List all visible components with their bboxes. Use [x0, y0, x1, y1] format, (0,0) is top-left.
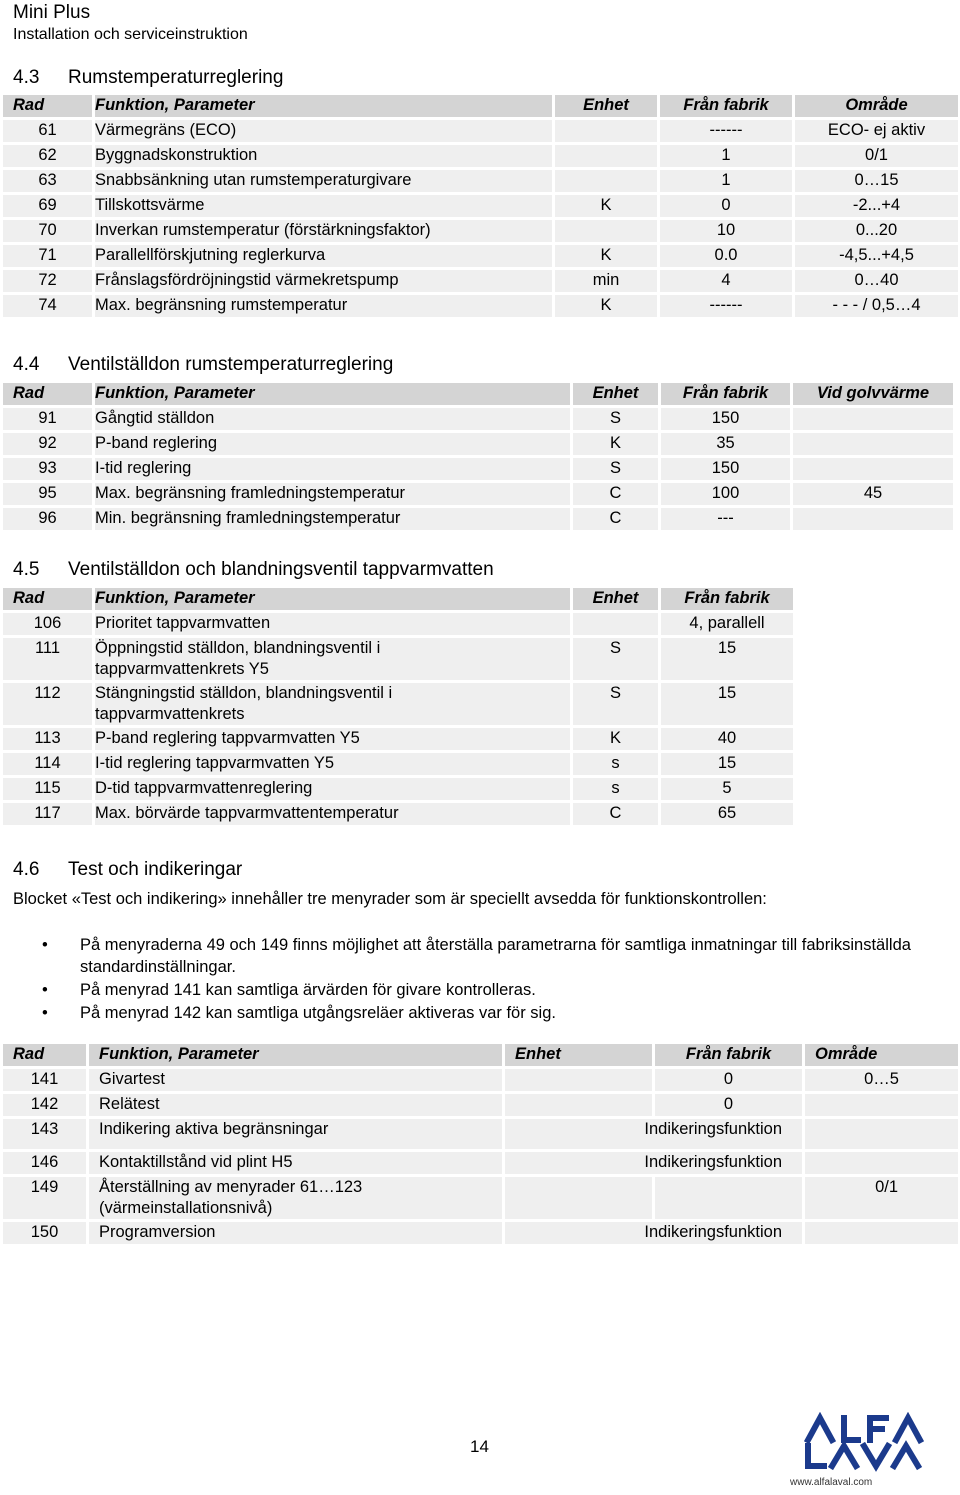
col-header-rad: Rad: [3, 383, 95, 405]
table-header-row: [3, 95, 958, 117]
table-row: 62 Byggnadskonstruktion 1 0/1: [3, 145, 958, 167]
table-row: 92 P-band reglering K 35: [3, 433, 953, 455]
table-4-5: [3, 585, 793, 828]
table-row: 61 Värmegräns (ECO) ------ ECO- ej aktiv: [3, 120, 958, 142]
table-row: 91 Gångtid ställdon S 150: [3, 408, 953, 430]
col-header-funktion: Funktion, Parameter: [95, 95, 555, 117]
doc-subtitle: Installation och serviceinstruktion: [13, 26, 248, 43]
table-row: 149 Återställning av menyrader 61…123 (värmeinstallationsnivå) 0/1: [3, 1177, 958, 1219]
table-row: 71 Parallellförskjutning reglerkurva K 0.0 -4,5...+4,5: [3, 245, 958, 267]
table-row: 106 Prioritet tappvarmvatten 4, parallell: [3, 613, 793, 635]
table-row: 146 Kontaktillstånd vid plint H5 Indikeringsfunktion: [3, 1152, 958, 1174]
col-header-omrade: Område: [805, 1044, 958, 1066]
table-row: 93 I-tid reglering S 150: [3, 458, 953, 480]
alfa-laval-logo-icon: [800, 1412, 930, 1472]
section-4-3-heading: 4.3 Rumstemperaturreglering: [13, 67, 284, 88]
table-row: 150 Programversion Indikeringsfunktion: [3, 1222, 958, 1244]
table-row: 141 Givartest 0 0…5: [3, 1069, 958, 1091]
table-row: 69 Tillskottsvärme K 0 -2...+4: [3, 195, 958, 217]
table-row: 74 Max. begränsning rumstemperatur K ------ - - - / 0,5…4: [3, 295, 958, 317]
col-header-fabrik: Från fabrik: [661, 588, 793, 610]
doc-title: Mini Plus: [13, 2, 91, 23]
list-item: • På menyrad 141 kan samtliga ärvärden för givare kontrolleras.: [42, 981, 536, 999]
list-item: • På menyraderna 49 och 149 finns möjlighet att återställa parametrarna för samtliga inmatningar till fabriksinställda standardinställningar.: [42, 936, 911, 976]
table-header-row: [3, 1044, 958, 1066]
col-header-rad: Rad: [3, 588, 95, 610]
footer-url: www.alfalaval.com: [790, 1477, 873, 1488]
table-row: 112 Stängningstid ställdon, blandningsventil i tappvarmvattenkrets S 15: [3, 683, 793, 725]
col-header-fabrik: Från fabrik: [661, 383, 793, 405]
col-header-funktion: Funktion, Parameter: [95, 383, 573, 405]
section-intro: Blocket «Test och indikering» innehåller tre menyrader som är speciellt avsedda för funktionskontrollen:: [13, 890, 767, 908]
table-row: 143 Indikering aktiva begränsningar Indikeringsfunktion: [3, 1119, 958, 1149]
section-4-5-heading: 4.5 Ventilställdon och blandningsventil tappvarmvatten: [13, 559, 494, 580]
section-4-4-heading: 4.4 Ventilställdon rumstemperaturreglering: [13, 354, 394, 375]
bullet-icon: •: [42, 936, 48, 954]
col-header-fabrik: Från fabrik: [655, 1044, 805, 1066]
table-row: 70 Inverkan rumstemperatur (förstärkningsfaktor) 10 0...20: [3, 220, 958, 242]
col-header-golvvarme: Vid golvvärme: [793, 383, 953, 405]
col-header-enhet: Enhet: [573, 588, 661, 610]
col-header-funktion: Funktion, Parameter: [89, 1044, 505, 1066]
col-header-rad: Rad: [3, 1044, 89, 1066]
col-header-rad: Rad: [3, 95, 95, 117]
col-header-omrade: Område: [795, 95, 958, 117]
page-number: 14: [470, 1437, 489, 1456]
col-header-enhet: Enhet: [505, 1044, 655, 1066]
col-header-fabrik: Från fabrik: [660, 95, 795, 117]
table-header-row: [3, 383, 953, 405]
table-row: 95 Max. begränsning framledningstemperatur C 100 45: [3, 483, 953, 505]
table-row: 115 D-tid tappvarmvattenreglering s 5: [3, 778, 793, 800]
table-row: 114 I-tid reglering tappvarmvatten Y5 s 15: [3, 753, 793, 775]
col-header-funktion: Funktion, Parameter: [95, 588, 573, 610]
table-row: 63 Snabbsänkning utan rumstemperaturgivare 1 0…15: [3, 170, 958, 192]
section-4-6-heading: 4.6 Test och indikeringar: [13, 859, 243, 880]
col-header-enhet: Enhet: [555, 95, 660, 117]
bullet-icon: •: [42, 1004, 48, 1022]
table-row: 142 Relätest 0: [3, 1094, 958, 1116]
table-row: 96 Min. begränsning framledningstemperatur C ---: [3, 508, 953, 530]
table-row: 117 Max. börvärde tappvarmvattentemperatur C 65: [3, 803, 793, 825]
table-row: 113 P-band reglering tappvarmvatten Y5 K 40: [3, 728, 793, 750]
table-row: 72 Frånslagsfördröjningstid värmekretspump min 4 0…40: [3, 270, 958, 292]
table-row: 111 Öppningstid ställdon, blandningsventil i tappvarmvattenkrets Y5 S 15: [3, 638, 793, 680]
bullet-icon: •: [42, 981, 48, 999]
bullet-list: [42, 934, 922, 1025]
table-4-3: [3, 92, 958, 320]
list-item: • På menyrad 142 kan samtliga utgångsreläer aktiveras var för sig.: [42, 1004, 556, 1022]
table-header-row: [3, 588, 793, 610]
table-4-6: [3, 1041, 958, 1247]
table-4-4: [3, 380, 953, 533]
col-header-enhet: Enhet: [573, 383, 661, 405]
